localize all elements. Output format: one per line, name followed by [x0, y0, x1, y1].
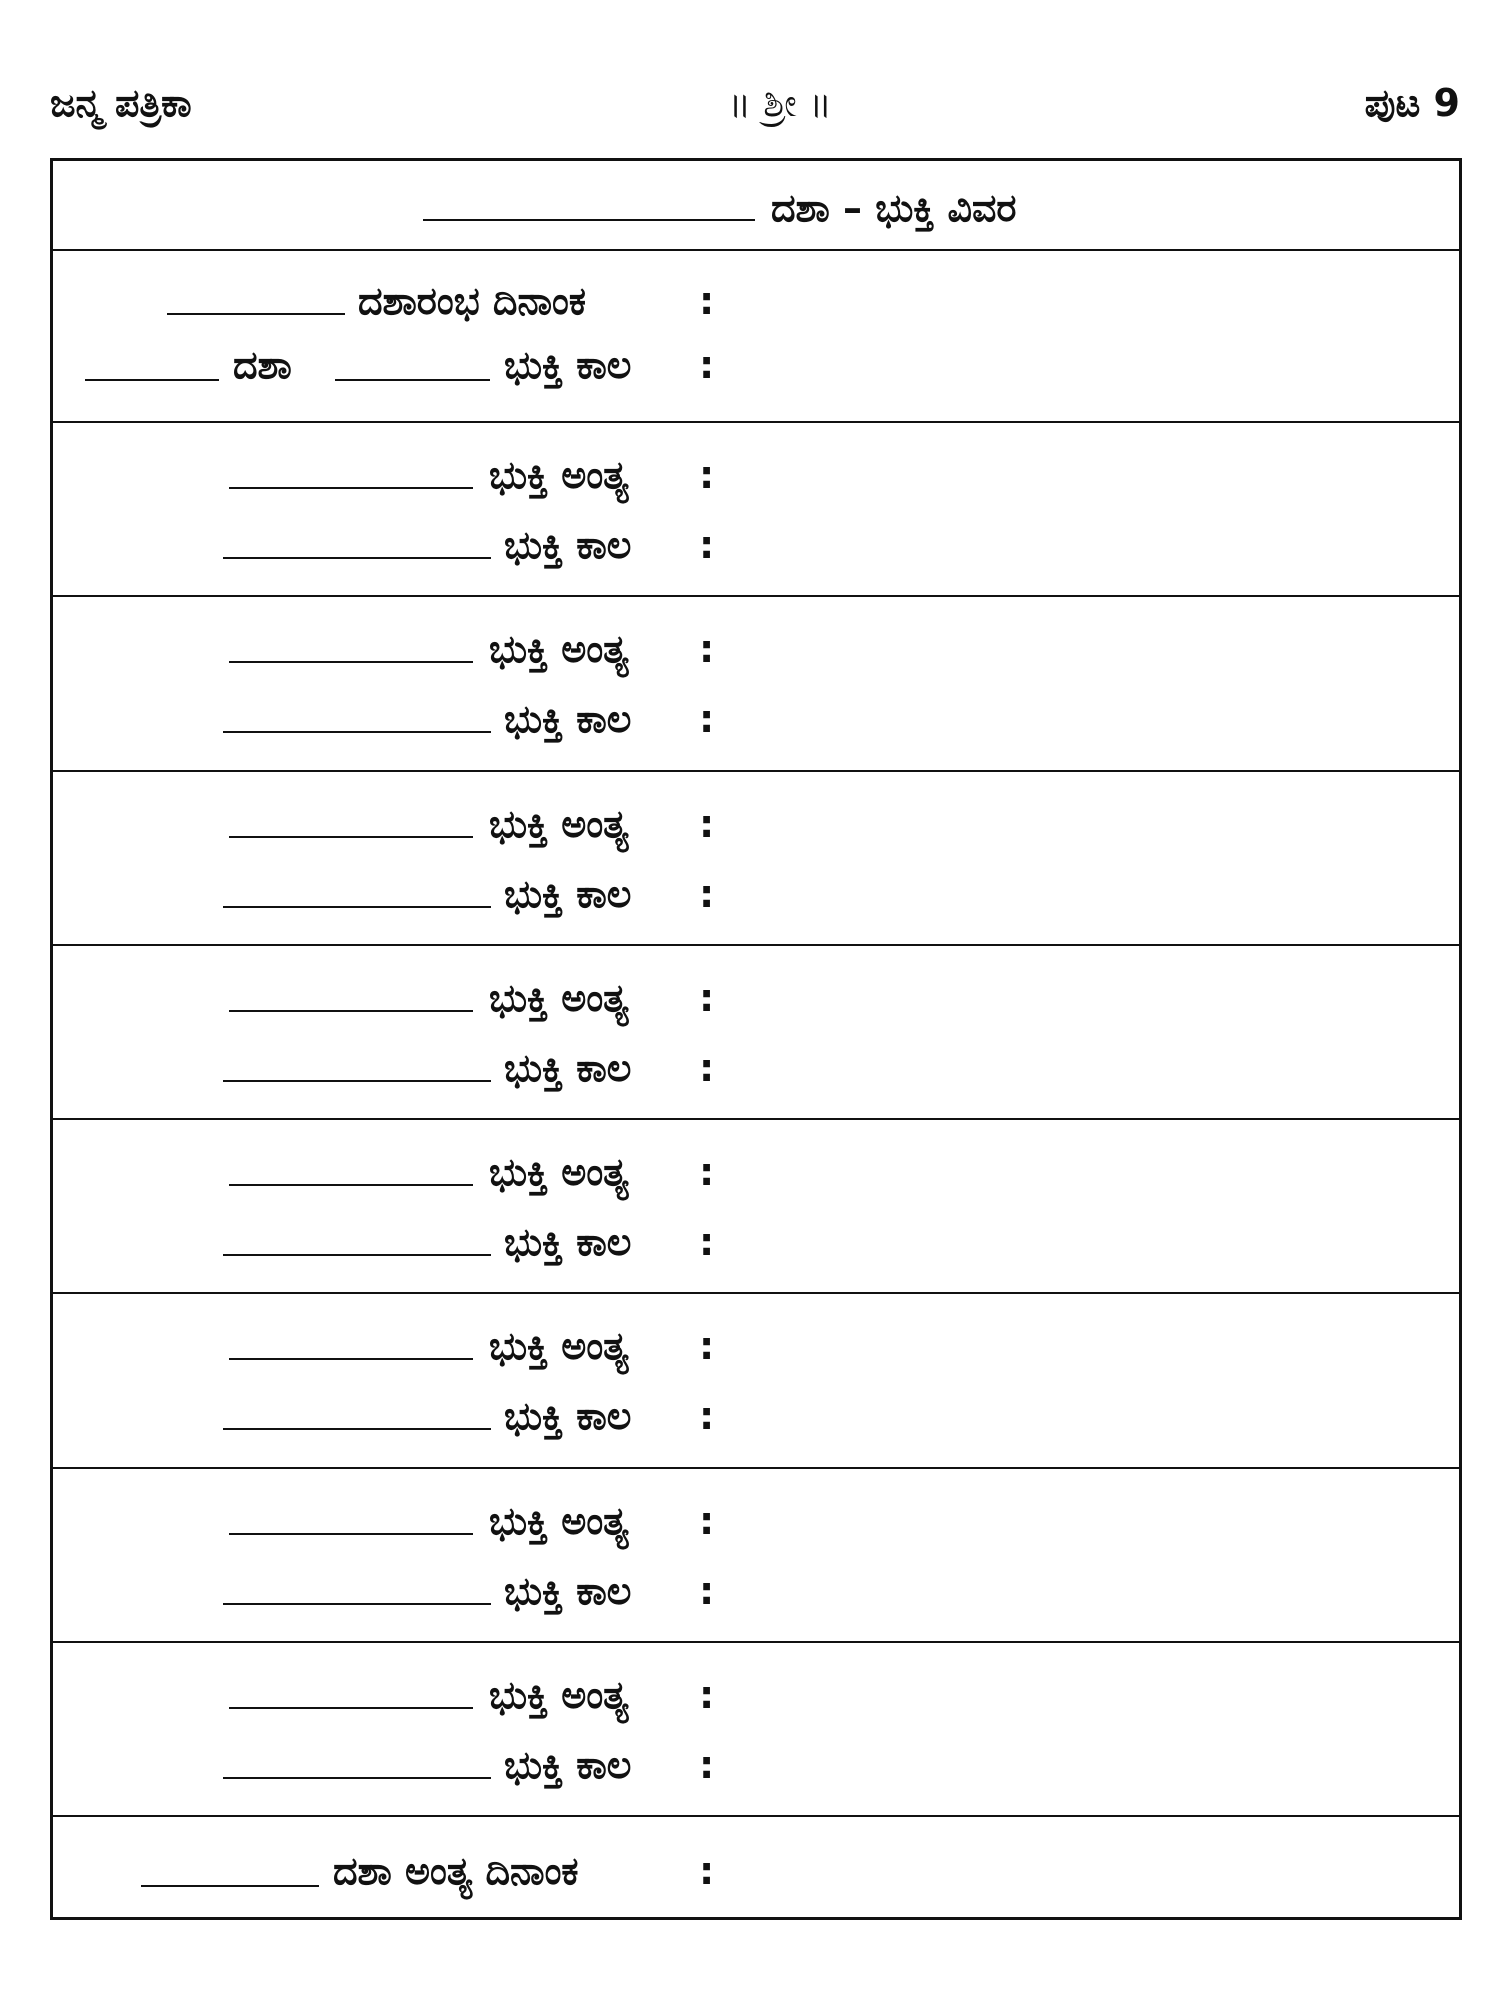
- bhukti-period-blank[interactable]: [223, 906, 491, 908]
- start-date-prefix-blank[interactable]: [167, 313, 345, 315]
- bhukti-end-label: ಭುಕ್ತಿ ಅಂತ್ಯ: [489, 1150, 629, 1194]
- bhukti-end-label: ಭುಕ್ತಿ ಅಂತ್ಯ: [489, 1672, 629, 1717]
- bhukti-period-blank[interactable]: [223, 1080, 491, 1082]
- start-date-label: ದಶಾರಂಭ ದಿನಾಂಕ: [358, 279, 586, 323]
- bhukti-row: [53, 1118, 1459, 1294]
- colon: :: [699, 1220, 715, 1264]
- colon: :: [699, 871, 715, 916]
- bhukti-period-label: ಭುಕ್ತಿ ಕಾಲ: [504, 1045, 632, 1090]
- bhukti-end-label: ಭುಕ್ತಿ ಅಂತ್ಯ: [489, 1498, 629, 1543]
- colon: :: [699, 801, 715, 846]
- document-title: ಜನ್ಮ ಪತ್ರಿಕಾ: [50, 81, 192, 125]
- end-date-prefix-blank[interactable]: [141, 1885, 319, 1887]
- dasha-name-blank[interactable]: [423, 219, 755, 221]
- form-title: ದಶಾ – ಭುಕ್ತಿ ವಿವರ: [771, 186, 1017, 230]
- dasha-bhukti-form: [50, 158, 1462, 1920]
- bhukti-end-label: ಭುಕ್ತಿ ಅಂತ್ಯ: [489, 801, 629, 846]
- colon: :: [699, 1568, 715, 1613]
- bhukti-row: [53, 1467, 1459, 1643]
- colon: :: [699, 1849, 715, 1893]
- bhukti-period-label: ಭುಕ್ತಿ ಕಾಲ: [504, 697, 632, 742]
- colon: :: [699, 1394, 715, 1439]
- colon: :: [699, 1045, 715, 1090]
- sri-mark: ॥ ಶ್ರೀ ॥: [728, 81, 832, 125]
- colon: :: [699, 975, 715, 1020]
- bhukti-end-label: ಭುಕ್ತಿ ಅಂತ್ಯ: [489, 627, 629, 672]
- colon: :: [699, 1150, 715, 1194]
- bhukti-end-blank[interactable]: [229, 487, 473, 489]
- colon: :: [699, 1742, 715, 1787]
- dasha-label: ದಶಾ: [233, 343, 292, 387]
- colon: :: [699, 523, 715, 567]
- colon: :: [699, 697, 715, 742]
- bhukti-period-label: ಭುಕ್ತಿ ಕಾಲ: [504, 1568, 632, 1613]
- bhukti-end-blank[interactable]: [229, 1533, 473, 1535]
- colon: :: [699, 627, 715, 672]
- bhukti-period-label: ಭುಕ್ತಿ ಕಾಲ: [504, 1220, 632, 1264]
- bhukti-row: [53, 421, 1459, 597]
- bhukti-end-blank[interactable]: [229, 1358, 473, 1360]
- bhukti-end-blank[interactable]: [229, 1010, 473, 1012]
- bhukti-end-blank[interactable]: [229, 1184, 473, 1186]
- bhukti-blank[interactable]: [335, 379, 490, 381]
- bhukti-end-blank[interactable]: [229, 661, 473, 663]
- bhukti-period-label: ಭುಕ್ತಿ ಕಾಲ: [504, 1394, 632, 1439]
- bhukti-period-blank[interactable]: [223, 1428, 491, 1430]
- bhukti-period-blank[interactable]: [223, 731, 491, 733]
- colon: :: [699, 453, 715, 497]
- colon: :: [699, 1498, 715, 1543]
- bhukti-period-blank[interactable]: [223, 1603, 491, 1605]
- dasha-blank[interactable]: [85, 379, 219, 381]
- bhukti-period-label: ಭುಕ್ತಿ ಕಾಲ: [504, 1742, 632, 1787]
- bhukti-row: [53, 1641, 1459, 1817]
- bhukti-period-label: ಭುಕ್ತಿ ಕಾಲ: [504, 871, 632, 916]
- bhukti-period-label: ಭುಕ್ತಿ ಕಾಲ: [504, 343, 632, 387]
- end-date-label: ದಶಾ ಅಂತ್ಯ ದಿನಾಂಕ: [333, 1849, 579, 1893]
- bhukti-row: [53, 595, 1459, 771]
- title-row: [53, 161, 1459, 249]
- colon: :: [699, 279, 715, 323]
- bhukti-end-blank[interactable]: [229, 836, 473, 838]
- colon: :: [699, 343, 715, 387]
- bhukti-row: [53, 770, 1459, 946]
- bhukti-period-label: ಭುಕ್ತಿ ಕಾಲ: [504, 523, 632, 567]
- bhukti-end-label: ಭುಕ್ತಿ ಅಂತ್ಯ: [489, 1324, 629, 1369]
- bhukti-end-blank[interactable]: [229, 1707, 473, 1709]
- bhukti-end-label: ಭುಕ್ತಿ ಅಂತ್ಯ: [489, 453, 629, 497]
- bhukti-end-label: ಭುಕ್ತಿ ಅಂತ್ಯ: [489, 975, 629, 1020]
- bhukti-row: [53, 1292, 1459, 1468]
- page-number: ಪುಟ 9: [1364, 81, 1460, 125]
- intro-row: [53, 249, 1459, 423]
- bhukti-row: [53, 944, 1459, 1120]
- bhukti-period-blank[interactable]: [223, 1254, 491, 1256]
- bhukti-period-blank[interactable]: [223, 557, 491, 559]
- bhukti-period-blank[interactable]: [223, 1777, 491, 1779]
- colon: :: [699, 1672, 715, 1717]
- end-date-row: [53, 1815, 1459, 1925]
- colon: :: [699, 1324, 715, 1369]
